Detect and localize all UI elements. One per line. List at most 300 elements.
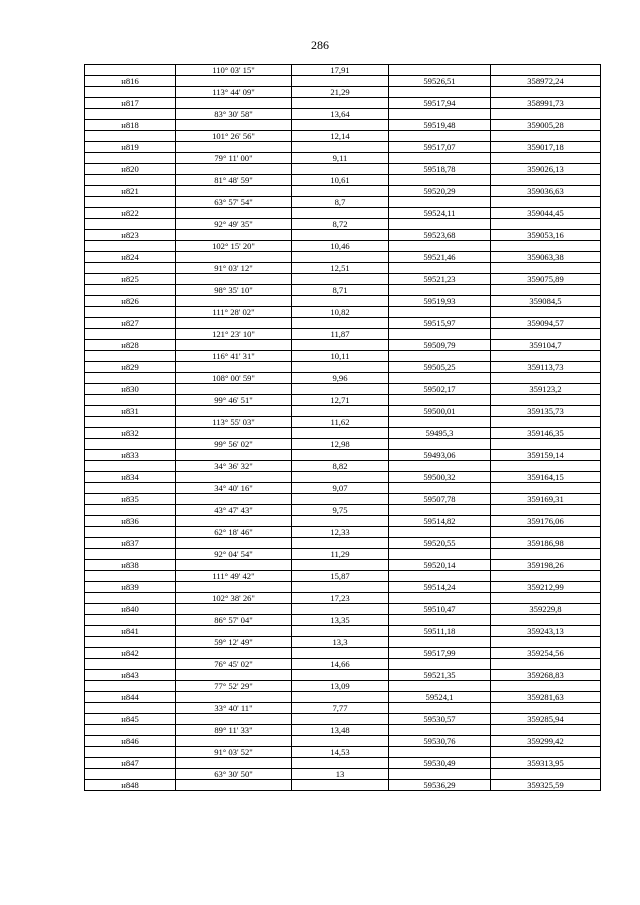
length-cell: 12,98 <box>292 439 389 450</box>
point-cell-empty <box>85 351 176 362</box>
point-cell: н822 <box>85 208 176 219</box>
y-cell-empty <box>491 747 601 758</box>
y-cell: 359281,63 <box>491 692 601 703</box>
point-cell-empty <box>85 703 176 714</box>
x-cell: 59514,24 <box>389 582 491 593</box>
point-cell: н836 <box>85 516 176 527</box>
x-cell-empty <box>389 241 491 252</box>
x-cell-empty <box>389 307 491 318</box>
x-cell-empty <box>389 439 491 450</box>
angle-cell: 86° 57' 04" <box>176 615 292 626</box>
point-cell-empty <box>85 637 176 648</box>
angle-cell: 81° 48' 59" <box>176 175 292 186</box>
length-cell-empty <box>292 362 389 373</box>
angle-cell: 83° 30' 58" <box>176 109 292 120</box>
y-cell-empty <box>491 769 601 780</box>
y-cell-empty <box>491 439 601 450</box>
angle-cell-empty <box>176 758 292 769</box>
length-cell: 12,33 <box>292 527 389 538</box>
angle-cell: 62° 18' 46" <box>176 527 292 538</box>
point-cell: н834 <box>85 472 176 483</box>
angle-cell: 76° 45' 02" <box>176 659 292 670</box>
segment-row <box>85 285 601 296</box>
length-cell: 8,7 <box>292 197 389 208</box>
point-cell-empty <box>85 87 176 98</box>
y-cell: 358991,73 <box>491 98 601 109</box>
coordinate-table <box>84 64 601 791</box>
y-cell: 359084,5 <box>491 296 601 307</box>
x-cell: 59530,57 <box>389 714 491 725</box>
point-row <box>85 274 601 285</box>
angle-cell-empty <box>176 714 292 725</box>
segment-row <box>85 571 601 582</box>
length-cell: 9,07 <box>292 483 389 494</box>
y-cell-empty <box>491 175 601 186</box>
x-cell-empty <box>389 637 491 648</box>
point-cell: н843 <box>85 670 176 681</box>
angle-cell: 110° 03' 15" <box>176 65 292 76</box>
y-cell: 359229,8 <box>491 604 601 615</box>
point-cell-empty <box>85 285 176 296</box>
length-cell-empty <box>292 428 389 439</box>
segment-row <box>85 615 601 626</box>
x-cell-empty <box>389 527 491 538</box>
angle-cell: 111° 28' 02" <box>176 307 292 318</box>
point-cell-empty <box>85 505 176 516</box>
y-cell: 359113,73 <box>491 362 601 373</box>
length-cell-empty <box>292 670 389 681</box>
length-cell: 8,82 <box>292 461 389 472</box>
x-cell: 59536,29 <box>389 780 491 791</box>
segment-row <box>85 307 601 318</box>
angle-cell: 108° 00' 59" <box>176 373 292 384</box>
y-cell: 359094,57 <box>491 318 601 329</box>
length-cell: 13,64 <box>292 109 389 120</box>
angle-cell-empty <box>176 538 292 549</box>
length-cell: 13,3 <box>292 637 389 648</box>
x-cell-empty <box>389 153 491 164</box>
x-cell: 59520,14 <box>389 560 491 571</box>
y-cell-empty <box>491 263 601 274</box>
angle-cell-empty <box>176 516 292 527</box>
coordinate-table-body <box>85 65 601 791</box>
point-cell-empty <box>85 725 176 736</box>
length-cell-empty <box>292 560 389 571</box>
point-cell-empty <box>85 593 176 604</box>
angle-cell: 98° 35' 10" <box>176 285 292 296</box>
angle-cell: 33° 40' 11" <box>176 703 292 714</box>
point-row <box>85 208 601 219</box>
x-cell: 59517,07 <box>389 142 491 153</box>
x-cell-empty <box>389 769 491 780</box>
point-row <box>85 76 601 87</box>
point-cell-empty <box>85 109 176 120</box>
segment-row <box>85 263 601 274</box>
point-row <box>85 186 601 197</box>
angle-cell: 121° 23' 10" <box>176 329 292 340</box>
segment-row <box>85 439 601 450</box>
angle-cell-empty <box>176 120 292 131</box>
point-row <box>85 714 601 725</box>
y-cell-empty <box>491 285 601 296</box>
y-cell-empty <box>491 593 601 604</box>
angle-cell: 102° 38' 26" <box>176 593 292 604</box>
y-cell-empty <box>491 549 601 560</box>
point-row <box>85 362 601 373</box>
angle-cell: 91° 03' 12" <box>176 263 292 274</box>
segment-row <box>85 461 601 472</box>
point-row <box>85 670 601 681</box>
point-cell: н847 <box>85 758 176 769</box>
x-cell-empty <box>389 395 491 406</box>
angle-cell-empty <box>176 494 292 505</box>
length-cell: 13 <box>292 769 389 780</box>
y-cell-empty <box>491 527 601 538</box>
length-cell: 13,35 <box>292 615 389 626</box>
x-cell-empty <box>389 417 491 428</box>
length-cell: 11,29 <box>292 549 389 560</box>
x-cell: 59526,51 <box>389 76 491 87</box>
x-cell: 59521,46 <box>389 252 491 263</box>
angle-cell: 99° 46' 51" <box>176 395 292 406</box>
y-cell: 359005,28 <box>491 120 601 131</box>
segment-row <box>85 373 601 384</box>
angle-cell-empty <box>176 340 292 351</box>
x-cell: 59505,25 <box>389 362 491 373</box>
y-cell: 358972,24 <box>491 76 601 87</box>
angle-cell-empty <box>176 274 292 285</box>
length-cell: 10,46 <box>292 241 389 252</box>
x-cell: 59520,29 <box>389 186 491 197</box>
segment-row <box>85 109 601 120</box>
y-cell: 359285,94 <box>491 714 601 725</box>
point-row <box>85 736 601 747</box>
point-cell: н830 <box>85 384 176 395</box>
angle-cell: 34° 36' 32" <box>176 461 292 472</box>
point-row <box>85 230 601 241</box>
y-cell-empty <box>491 395 601 406</box>
angle-cell-empty <box>176 450 292 461</box>
y-cell-empty <box>491 483 601 494</box>
point-cell: н829 <box>85 362 176 373</box>
length-cell: 17,23 <box>292 593 389 604</box>
angle-cell-empty <box>176 186 292 197</box>
point-cell: н837 <box>85 538 176 549</box>
length-cell: 9,96 <box>292 373 389 384</box>
length-cell: 12,14 <box>292 131 389 142</box>
segment-row <box>85 65 601 76</box>
y-cell: 359159,14 <box>491 450 601 461</box>
y-cell-empty <box>491 725 601 736</box>
point-cell-empty <box>85 527 176 538</box>
y-cell: 359254,56 <box>491 648 601 659</box>
y-cell: 359146,35 <box>491 428 601 439</box>
angle-cell-empty <box>176 780 292 791</box>
angle-cell: 63° 57' 54" <box>176 197 292 208</box>
x-cell: 59530,76 <box>389 736 491 747</box>
x-cell-empty <box>389 615 491 626</box>
length-cell: 11,87 <box>292 329 389 340</box>
x-cell: 59495,3 <box>389 428 491 439</box>
point-cell-empty <box>85 307 176 318</box>
point-row <box>85 626 601 637</box>
point-cell: н828 <box>85 340 176 351</box>
x-cell-empty <box>389 263 491 274</box>
length-cell-empty <box>292 648 389 659</box>
length-cell-empty <box>292 758 389 769</box>
point-cell: н844 <box>85 692 176 703</box>
point-cell: н832 <box>85 428 176 439</box>
point-cell-empty <box>85 659 176 670</box>
point-row <box>85 604 601 615</box>
length-cell-empty <box>292 274 389 285</box>
segment-row <box>85 703 601 714</box>
point-cell: н848 <box>85 780 176 791</box>
x-cell: 59517,99 <box>389 648 491 659</box>
y-cell-empty <box>491 615 601 626</box>
y-cell: 359186,98 <box>491 538 601 549</box>
point-cell: н820 <box>85 164 176 175</box>
x-cell-empty <box>389 65 491 76</box>
length-cell: 14,66 <box>292 659 389 670</box>
y-cell-empty <box>491 659 601 670</box>
point-cell: н842 <box>85 648 176 659</box>
point-row <box>85 164 601 175</box>
segment-row <box>85 351 601 362</box>
y-cell: 359325,59 <box>491 780 601 791</box>
x-cell: 59519,93 <box>389 296 491 307</box>
point-cell: н819 <box>85 142 176 153</box>
y-cell-empty <box>491 87 601 98</box>
x-cell-empty <box>389 593 491 604</box>
x-cell-empty <box>389 703 491 714</box>
y-cell-empty <box>491 241 601 252</box>
point-row <box>85 472 601 483</box>
point-row <box>85 560 601 571</box>
y-cell: 359026,13 <box>491 164 601 175</box>
length-cell: 9,75 <box>292 505 389 516</box>
y-cell: 359017,18 <box>491 142 601 153</box>
x-cell-empty <box>389 747 491 758</box>
y-cell: 359063,38 <box>491 252 601 263</box>
x-cell: 59524,11 <box>389 208 491 219</box>
x-cell-empty <box>389 219 491 230</box>
segment-row <box>85 153 601 164</box>
point-cell: н826 <box>85 296 176 307</box>
point-cell-empty <box>85 153 176 164</box>
segment-row <box>85 395 601 406</box>
y-cell: 359104,7 <box>491 340 601 351</box>
x-cell-empty <box>389 175 491 186</box>
x-cell: 59523,68 <box>389 230 491 241</box>
segment-row <box>85 197 601 208</box>
point-row <box>85 406 601 417</box>
segment-row <box>85 681 601 692</box>
angle-cell: 99° 56' 02" <box>176 439 292 450</box>
x-cell-empty <box>389 659 491 670</box>
length-cell: 10,61 <box>292 175 389 186</box>
length-cell-empty <box>292 472 389 483</box>
point-cell: н846 <box>85 736 176 747</box>
x-cell-empty <box>389 681 491 692</box>
segment-row <box>85 593 601 604</box>
y-cell-empty <box>491 461 601 472</box>
x-cell: 59500,32 <box>389 472 491 483</box>
point-cell-empty <box>85 65 176 76</box>
length-cell-empty <box>292 582 389 593</box>
length-cell: 12,71 <box>292 395 389 406</box>
point-row <box>85 692 601 703</box>
x-cell-empty <box>389 549 491 560</box>
y-cell: 359123,2 <box>491 384 601 395</box>
length-cell: 21,29 <box>292 87 389 98</box>
point-cell-empty <box>85 241 176 252</box>
x-cell-empty <box>389 461 491 472</box>
x-cell: 59530,49 <box>389 758 491 769</box>
length-cell: 12,51 <box>292 263 389 274</box>
point-cell: н841 <box>85 626 176 637</box>
point-cell: н831 <box>85 406 176 417</box>
y-cell: 359169,31 <box>491 494 601 505</box>
length-cell-empty <box>292 450 389 461</box>
angle-cell: 91° 03' 52" <box>176 747 292 758</box>
angle-cell: 113° 44' 09" <box>176 87 292 98</box>
angle-cell-empty <box>176 406 292 417</box>
length-cell: 9,11 <box>292 153 389 164</box>
y-cell: 359075,89 <box>491 274 601 285</box>
length-cell: 14,53 <box>292 747 389 758</box>
x-cell: 59519,48 <box>389 120 491 131</box>
angle-cell-empty <box>176 692 292 703</box>
angle-cell-empty <box>176 142 292 153</box>
point-cell-empty <box>85 461 176 472</box>
length-cell-empty <box>292 76 389 87</box>
segment-row <box>85 87 601 98</box>
point-cell-empty <box>85 131 176 142</box>
segment-row <box>85 483 601 494</box>
point-cell-empty <box>85 549 176 560</box>
angle-cell-empty <box>176 604 292 615</box>
point-cell: н838 <box>85 560 176 571</box>
point-cell: н817 <box>85 98 176 109</box>
angle-cell: 63° 30' 50" <box>176 769 292 780</box>
angle-cell: 102° 15' 20" <box>176 241 292 252</box>
x-cell: 59524,1 <box>389 692 491 703</box>
x-cell: 59515,97 <box>389 318 491 329</box>
x-cell: 59510,47 <box>389 604 491 615</box>
angle-cell-empty <box>176 296 292 307</box>
segment-row <box>85 527 601 538</box>
point-row <box>85 648 601 659</box>
point-cell-empty <box>85 329 176 340</box>
y-cell-empty <box>491 197 601 208</box>
y-cell: 359176,06 <box>491 516 601 527</box>
y-cell-empty <box>491 505 601 516</box>
length-cell-empty <box>292 120 389 131</box>
x-cell-empty <box>389 197 491 208</box>
y-cell: 359036,63 <box>491 186 601 197</box>
point-row <box>85 120 601 131</box>
point-row <box>85 516 601 527</box>
point-row <box>85 142 601 153</box>
point-cell: н827 <box>85 318 176 329</box>
angle-cell-empty <box>176 164 292 175</box>
y-cell: 359243,13 <box>491 626 601 637</box>
y-cell-empty <box>491 65 601 76</box>
y-cell: 359212,99 <box>491 582 601 593</box>
segment-row <box>85 637 601 648</box>
angle-cell-empty <box>176 384 292 395</box>
x-cell-empty <box>389 109 491 120</box>
segment-row <box>85 659 601 670</box>
segment-row <box>85 175 601 186</box>
x-cell: 59509,79 <box>389 340 491 351</box>
point-row <box>85 340 601 351</box>
point-cell: н816 <box>85 76 176 87</box>
angle-cell-empty <box>176 98 292 109</box>
length-cell: 8,72 <box>292 219 389 230</box>
x-cell-empty <box>389 131 491 142</box>
x-cell: 59520,55 <box>389 538 491 549</box>
angle-cell-empty <box>176 560 292 571</box>
x-cell-empty <box>389 351 491 362</box>
y-cell: 359164,15 <box>491 472 601 483</box>
length-cell-empty <box>292 340 389 351</box>
segment-row <box>85 417 601 428</box>
x-cell: 59507,78 <box>389 494 491 505</box>
point-cell: н845 <box>85 714 176 725</box>
angle-cell-empty <box>176 670 292 681</box>
point-cell: н824 <box>85 252 176 263</box>
angle-cell-empty <box>176 362 292 373</box>
length-cell-empty <box>292 164 389 175</box>
y-cell-empty <box>491 681 601 692</box>
length-cell-empty <box>292 692 389 703</box>
x-cell: 59518,78 <box>389 164 491 175</box>
y-cell: 359053,16 <box>491 230 601 241</box>
length-cell-empty <box>292 318 389 329</box>
y-cell-empty <box>491 571 601 582</box>
length-cell-empty <box>292 142 389 153</box>
length-cell: 8,71 <box>292 285 389 296</box>
angle-cell-empty <box>176 428 292 439</box>
y-cell-empty <box>491 109 601 120</box>
length-cell: 10,82 <box>292 307 389 318</box>
x-cell-empty <box>389 87 491 98</box>
length-cell-empty <box>292 538 389 549</box>
length-cell-empty <box>292 230 389 241</box>
angle-cell-empty <box>176 472 292 483</box>
angle-cell-empty <box>176 626 292 637</box>
point-cell-empty <box>85 417 176 428</box>
point-row <box>85 494 601 505</box>
y-cell-empty <box>491 417 601 428</box>
length-cell-empty <box>292 384 389 395</box>
length-cell: 17,91 <box>292 65 389 76</box>
length-cell-empty <box>292 516 389 527</box>
point-cell-empty <box>85 263 176 274</box>
y-cell: 359313,95 <box>491 758 601 769</box>
x-cell: 59521,35 <box>389 670 491 681</box>
segment-row <box>85 505 601 516</box>
angle-cell: 79° 11' 00" <box>176 153 292 164</box>
length-cell-empty <box>292 186 389 197</box>
point-cell-empty <box>85 395 176 406</box>
length-cell: 10,11 <box>292 351 389 362</box>
point-row <box>85 780 601 791</box>
length-cell-empty <box>292 626 389 637</box>
angle-cell: 43° 47' 43" <box>176 505 292 516</box>
